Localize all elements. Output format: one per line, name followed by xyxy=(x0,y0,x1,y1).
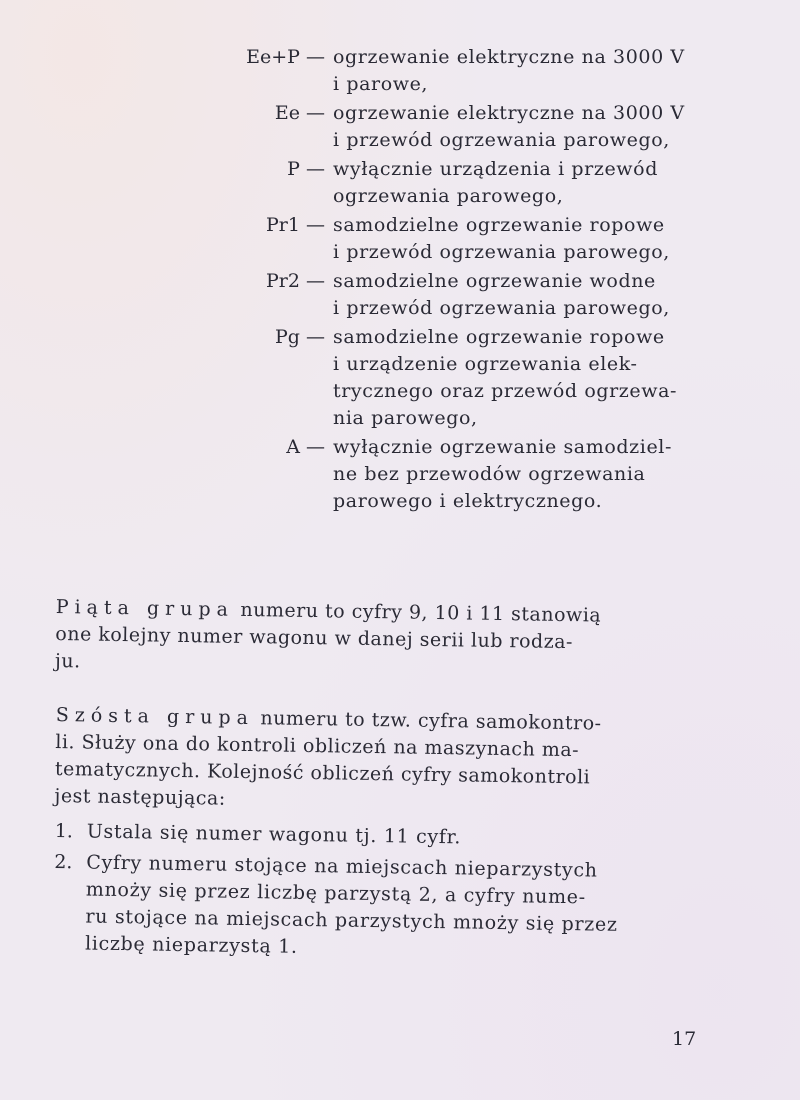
procedure-steps xyxy=(53,818,705,971)
definition-term: Pr2 — xyxy=(266,270,325,292)
definition-term: Ee — xyxy=(274,102,325,124)
definition-term: Pr1 — xyxy=(266,214,325,236)
lead-term: Szósta grupa xyxy=(55,703,255,730)
page-number: 17 xyxy=(672,1028,697,1050)
step-number: 2. xyxy=(54,850,73,874)
definition-description: wyłącznie urządzenia i przewód ogrzewania parowego, xyxy=(333,158,658,207)
definition-description: samodzielne ogrzewanie ropowe i urządzenie ogrzewania elek- trycznego oraz przewód ogrzewa- nia parowego, xyxy=(333,326,678,429)
definition-term: Ee+P — xyxy=(246,46,325,68)
definition-description: samodzielne ogrzewanie wodne i przewód ogrzewania parowego, xyxy=(333,270,670,319)
paragraph-fifth-group: Piąta grupa numeru to cyfry 9, 10 i 11 stanowią one kolejny numer wagonu w danej serii lub rodza- ju. xyxy=(54,595,602,673)
lead-term: Piąta grupa xyxy=(55,595,235,621)
paragraph-sixth-group: Szósta grupa numeru to tzw. cyfra samokontro- li. Służy ona do kontroli obliczeń na maszynach ma- tematycznych. Kolejność obliczeń cyfry samokontroli jest następująca: xyxy=(54,703,602,810)
step-item xyxy=(53,849,705,967)
definition-item xyxy=(200,156,720,210)
definition-item xyxy=(200,212,720,266)
definition-term: Pg — xyxy=(275,326,325,348)
definition-description: samodzielne ogrzewanie ropowe i przewód ogrzewania parowego, xyxy=(333,214,670,263)
definition-item xyxy=(200,268,720,322)
definition-description: wyłącznie ogrzewanie samodziel- ne bez przewodów ogrzewania parowego i elektrycznego. xyxy=(333,436,672,512)
definition-description: ogrzewanie elektryczne na 3000 V i przewód ogrzewania parowego, xyxy=(333,102,685,151)
definition-item xyxy=(200,434,720,515)
definition-item xyxy=(200,44,720,98)
step-text: Cyfry numeru stojące na miejscach nieparzystych mnoży się przez liczbę parzystą 2, a cyfry nume- ru stojące na miejscach parzystych mnoży się przez liczbę nieparzystą 1. xyxy=(84,851,618,958)
definition-term: A — xyxy=(286,436,325,458)
step-text: Ustala się numer wagonu tj. 11 cyfr. xyxy=(86,820,462,849)
definition-description: ogrzewanie elektryczne na 3000 V i parowe, xyxy=(333,46,685,95)
definition-item xyxy=(200,100,720,154)
heating-codes-list xyxy=(200,44,720,517)
definition-item xyxy=(200,324,720,432)
step-number: 1. xyxy=(54,819,74,843)
definition-term: P — xyxy=(287,158,325,180)
